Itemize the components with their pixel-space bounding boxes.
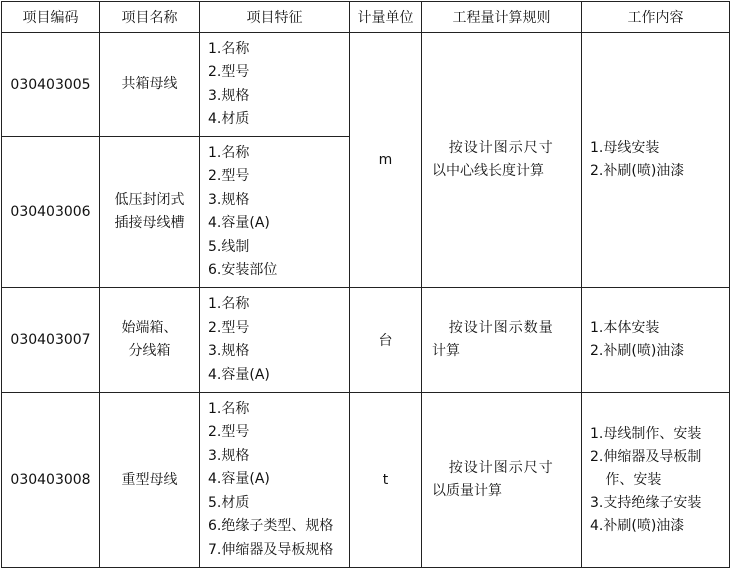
table-row (2, 288, 730, 393)
item-unit: m (350, 33, 422, 288)
item-code: 030403008 (2, 393, 100, 568)
rule-line: 按设计图示数量 (448, 320, 554, 336)
feature-item: 3.规格 (208, 343, 250, 359)
item-work (582, 288, 730, 393)
item-name-line: 共箱母线 (121, 76, 178, 92)
feature-item: 3.规格 (208, 191, 250, 208)
item-code: 030403005 (2, 33, 100, 137)
feature-item: 7.伸缩器及导板规格 (208, 541, 334, 558)
feature-item: 6.安装部位 (208, 262, 278, 278)
table-row (2, 33, 730, 137)
item-code: 030403007 (2, 288, 100, 393)
work-item: 2.伸缩器及导板制作、安装 (590, 448, 702, 488)
bill-table (1, 1, 730, 568)
feature-item: 4.容量(A) (208, 471, 270, 488)
work-item: 4.补刷(喷)油漆 (590, 517, 685, 534)
work-item: 1.本体安装 (590, 320, 660, 336)
feature-item: 2.型号 (208, 424, 250, 441)
feature-item: 6.绝缘子类型、规格 (208, 518, 334, 535)
item-rule (422, 393, 582, 568)
feature-item: 3.规格 (208, 87, 250, 104)
item-name (100, 393, 200, 568)
item-name-line: 始端箱、 (121, 320, 178, 336)
feature-item: 1.名称 (208, 400, 250, 417)
feature-item: 2.型号 (208, 64, 250, 80)
work-item: 2.补刷(喷)油漆 (590, 343, 685, 359)
item-name-line: 重型母线 (121, 471, 178, 488)
header-unit: 计量单位 (350, 2, 422, 33)
header-name: 项目名称 (100, 2, 200, 33)
feature-item: 2.型号 (208, 168, 250, 184)
feature-item: 5.材质 (208, 494, 250, 511)
item-features (200, 33, 350, 137)
header-row (2, 2, 730, 33)
item-name (100, 288, 200, 393)
item-name-line: 低压封闭式 (114, 192, 185, 208)
rule-line: 计算 (432, 343, 460, 359)
feature-item: 1.名称 (208, 296, 250, 312)
feature-item: 3.规格 (208, 447, 250, 464)
item-name (100, 137, 200, 288)
table-row (2, 393, 730, 568)
item-name (100, 33, 200, 137)
feature-item: 4.容量(A) (208, 366, 270, 383)
item-rule (422, 33, 582, 288)
item-name-line: 插接母线槽 (114, 215, 185, 231)
item-features (200, 393, 350, 568)
item-unit: t (350, 393, 422, 568)
work-item: 3.支持绝缘子安装 (590, 494, 702, 511)
rule-line: 按设计图示尺寸 (448, 140, 554, 156)
header-features: 项目特征 (200, 2, 350, 33)
rule-line: 按设计图示尺寸 (448, 460, 554, 476)
work-item: 1.母线安装 (590, 140, 660, 156)
item-unit: 台 (350, 288, 422, 393)
feature-item: 1.名称 (208, 40, 250, 57)
feature-item: 2.型号 (208, 319, 250, 336)
item-work (582, 393, 730, 568)
header-work: 工作内容 (582, 2, 730, 33)
feature-item: 1.名称 (208, 144, 250, 161)
item-features (200, 137, 350, 288)
item-features (200, 288, 350, 393)
item-name-line: 分线箱 (128, 343, 171, 359)
header-rule: 工程量计算规则 (422, 2, 582, 33)
feature-item: 5.线制 (208, 238, 250, 255)
item-rule (422, 288, 582, 393)
feature-item: 4.材质 (208, 111, 250, 127)
rule-line: 以中心线长度计算 (432, 163, 544, 179)
rule-line: 以质量计算 (432, 483, 502, 499)
feature-item: 4.容量(A) (208, 215, 270, 231)
work-item: 1.母线制作、安装 (590, 425, 702, 442)
work-item: 2.补刷(喷)油漆 (590, 163, 685, 179)
item-code: 030403006 (2, 137, 100, 288)
item-work (582, 33, 730, 288)
header-code: 项目编码 (2, 2, 100, 33)
